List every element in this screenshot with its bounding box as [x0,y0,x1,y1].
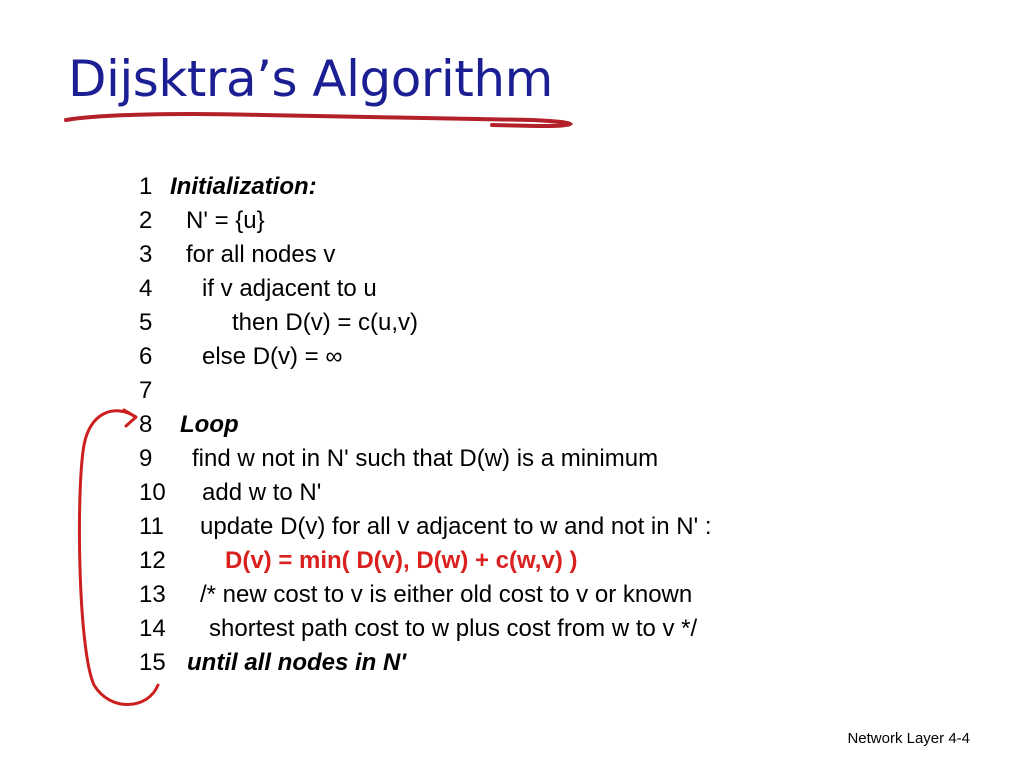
line-number: 10 [139,479,166,506]
title-underline [62,108,577,132]
slide-title: Dijsktra’s Algorithm [68,50,553,108]
line-number: 1 [139,173,153,200]
line-number: 14 [139,615,166,642]
line-number: 3 [139,241,153,268]
line-text: Initialization: [170,173,317,200]
line-text: /* new cost to v is either old cost to v or known [200,581,693,608]
line-number: 15 [139,649,166,676]
line-number: 4 [139,275,153,302]
line-number: 12 [139,547,166,574]
loop-arrow-icon [70,400,170,720]
slide-footer [847,730,970,747]
line-text: else D(v) = ∞ [202,343,343,370]
line-number: 8 [139,411,153,438]
line-number: 13 [139,581,166,608]
line-text: until all nodes in N' [187,649,407,676]
line-text: N' = {u} [186,207,265,234]
line-text: if v adjacent to u [202,275,377,302]
line-text: update D(v) for all v adjacent to w and not in N' : [200,513,712,540]
line-text: for all nodes v [186,241,336,268]
line-text: Loop [180,411,239,438]
line-number: 9 [139,445,153,472]
line-text: shortest path cost to w plus cost from w to v */ [209,615,698,642]
line-number: 6 [139,343,153,370]
line-number: 2 [139,207,153,234]
line-text: D(v) = min( D(v), D(w) + c(w,v) ) [225,547,578,574]
line-text: find w not in N' such that D(w) is a minimum [192,445,659,472]
footer-label: Network Layer [847,730,945,747]
line-text: then D(v) = c(u,v) [232,309,419,336]
line-number: 5 [139,309,153,336]
line-text: add w to N' [202,479,322,506]
line-number: 11 [139,513,164,540]
page-number: 4-4 [948,730,970,747]
line-number: 7 [139,377,153,404]
